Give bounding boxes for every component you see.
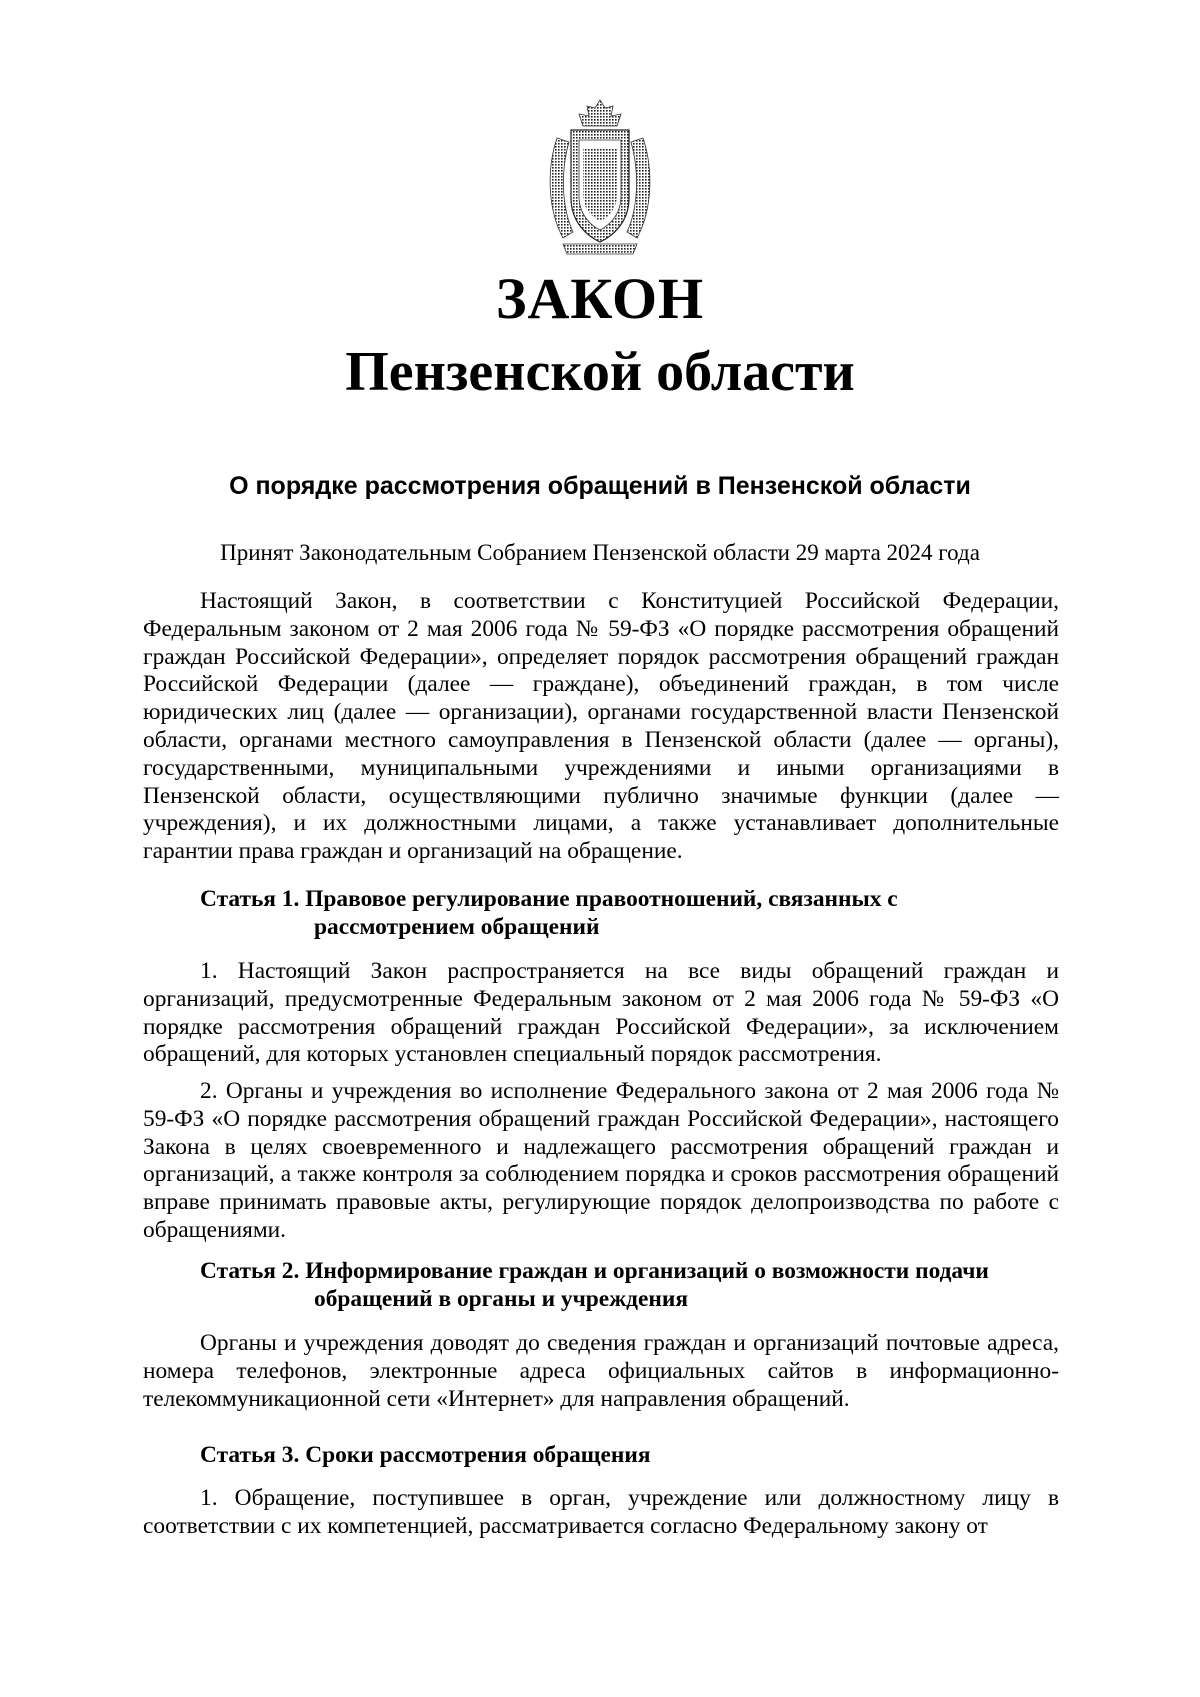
coat-of-arms-icon xyxy=(543,98,657,258)
article-2-paragraph-1: Органы и учреждения доводят до сведения граждан и организаций почтовые адреса, номера телефонов, электронные адреса официальных сайтов в информационно-телекоммуникационной сети «Интернет» для направления обращений. xyxy=(143,1330,1059,1412)
article-1-heading-line1: Статья 1. Правовое регулирование правоотношений, связанных с xyxy=(200,886,898,912)
article-2-heading-line1: Статья 2. Информирование граждан и организаций о возможности подачи xyxy=(200,1258,989,1284)
article-1-paragraph-2: 2. Органы и учреждения во исполнение Федерального закона от 2 мая 2006 года № 59-ФЗ «О порядке рассмотрения обращений граждан Российской Федерации», настоящего Закона в целях своевременного и надлежащего рассмотрения обращений граждан и организаций, а также контроля за соблюдением порядка и сроков рассмотрения обращений вправе принимать правовые акты, регулирующие порядок делопроизводства по работе с обращениями. xyxy=(143,1078,1059,1243)
article-3-heading xyxy=(200,1442,651,1470)
article-3-heading-line1: Статья 3. Сроки рассмотрения обращения xyxy=(200,1442,651,1468)
article-1-heading-line2: рассмотрением обращений xyxy=(314,913,600,940)
article-2-heading-line2: обращений в органы и учреждения xyxy=(314,1285,688,1312)
article-1-heading xyxy=(200,886,898,942)
adoption-note: Принят Законодательным Собранием Пензенской области 29 марта 2024 года xyxy=(220,540,980,565)
article-3-paragraph-1: 1. Обращение, поступившее в орган, учреждение или должностному лицу в соответствии с их компетенцией, рассматривается согласно Федеральному закону от xyxy=(143,1485,1059,1539)
article-1-paragraph-1: 1. Настоящий Закон распространяется на все виды обращений граждан и организаций, предусмотренные Федеральным законом от 2 мая 2006 года № 59-ФЗ «О порядке рассмотрения обращений граждан Российской Федерации», за исключением обращений, для которых установлен специальный порядок рассмотрения. xyxy=(143,958,1059,1068)
region-heading: Пензенской области xyxy=(345,341,855,403)
article-2-heading xyxy=(200,1258,989,1314)
preamble-paragraph: Настоящий Закон, в соответствии с Конституцией Российской Федерации, Федеральным законом от 2 мая 2006 года № 59-ФЗ «О порядке рассмотрения обращений граждан Российской Федерации», определяет порядок рассмотрения обращений граждан Российской Федерации (далее — граждане), объединений граждан, в том числе юридических лиц (далее — организации), органами государственной власти Пензенской области, органами местного самоуправления в Пензенской области (далее — органы), государственными, муниципальными учреждениями и иными организациями в Пензенской области, осуществляющими публично значимые функции (далее — учреждения), и их должностными лицами, а также устанавливает дополнительные гарантии права граждан и организаций на обращение. xyxy=(143,588,1059,865)
law-title: О порядке рассмотрения обращений в Пензенской области xyxy=(229,472,971,500)
document-type-heading: ЗАКОН xyxy=(495,266,705,331)
